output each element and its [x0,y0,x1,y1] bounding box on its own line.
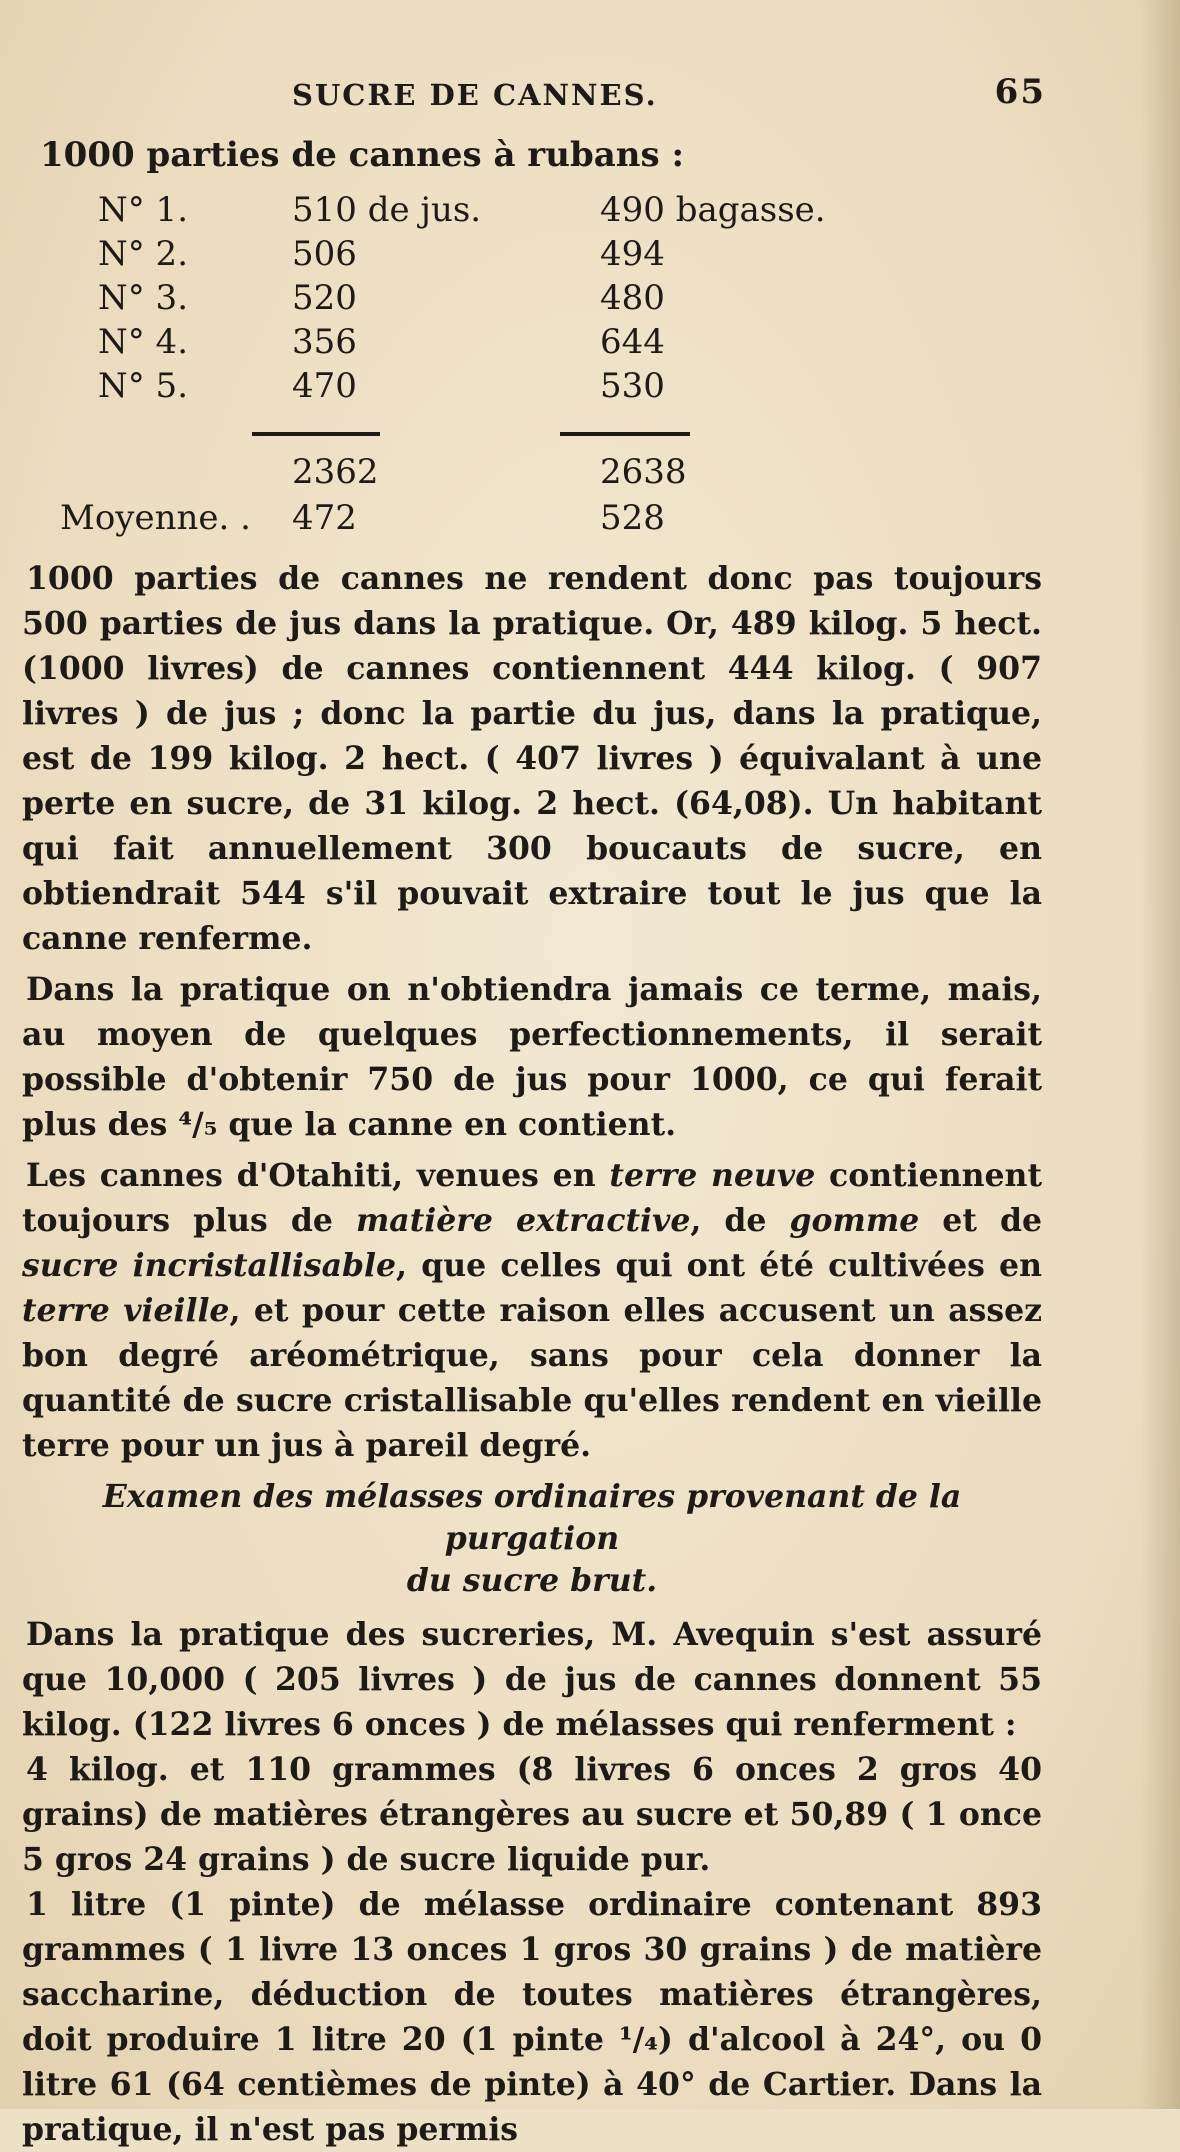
body-text [22,556,1042,2152]
bagasse-value: 494 [600,234,665,274]
average-juice: 472 [292,498,357,538]
juice-value: 520 [292,278,357,318]
paragraph-juice-yield: 1000 parties de cannes ne rendent donc pas toujours 500 parties de jus dans la pratique. Or, 489 kilog. 5 hect. (1000 livres) de cannes contiennent 444 kilog. ( 907 livres ) de jus ; donc la partie du jus, dans la pratique, est de 199 kilog. 2 hect. ( 407 livres ) équivalant à une perte en sucre, de 31 kilog. 2 hect. (64,08). Un habitant qui fait annuellement 300 boucauts de sucre, en obtiendrait 544 s'il pouvait extraire tout le jus que la canne renferme. [22,560,1042,957]
sum-rule-jus [252,432,380,436]
sample-number: N° 5. [98,366,188,406]
bagasse-value: 530 [600,366,665,406]
section-heading-line: Examen des mélasses ordinaires provenant de la purgation [102,1478,962,1557]
section-heading-line: du sucre brut. [406,1562,658,1599]
average-label: Moyenne. . [60,498,251,538]
table-row [0,190,1180,234]
table-row [0,278,1180,322]
table-average-row [0,498,1180,542]
paragraph-alcohol-yield: 1 litre (1 pinte) de mélasse ordinaire contenant 893 grammes ( 1 livre 13 onces 1 gros 30 grains ) de matière saccharine, déduction de toutes matières étrangères, doit produire 1 litre 20 (1 pinte ¹/₄) d'alcool à 24°, ou 0 litre 61 (64 centièmes de pinte) à 40° de Cartier. Dans la pratique, il n'est pas permis [22,1886,1042,2148]
text-run: et de [919,1202,1043,1239]
text-run: , et pour cette raison elles accusent un assez bon degré aréométrique, sans pour cela donner la quantité de sucre cristallisable qu'elles rendent en vieille terre pour un jus à pareil degré. [22,1292,1042,1464]
running-title: SUCRE DE CANNES. [292,78,658,112]
juice-value: 506 [292,234,357,274]
bagasse-value: 490 bagasse. [600,190,826,230]
italic-term: terre neuve [609,1157,816,1194]
sample-number: N° 1. [98,190,188,230]
text-run: contiennent toujours plus de [22,1157,1043,1239]
running-header [292,72,1072,118]
sample-number: N° 3. [98,278,188,318]
paragraph-molasses-content: 4 kilog. et 110 grammes (8 livres 6 onces 2 gros 40 grains) de matières étrangères au sucre et 50,89 ( 1 once 5 gros 24 grains ) de sucre liquide pur. [22,1751,1042,1878]
bagasse-value: 644 [600,322,665,362]
page-number: 65 [994,72,1046,112]
bagasse-value: 480 [600,278,665,318]
sample-number: N° 2. [98,234,188,274]
section-heading [22,1476,1042,1602]
italic-term: sucre incristallisable [22,1247,397,1284]
table-row [0,234,1180,278]
juice-value: 356 [292,322,357,362]
juice-value: 510 de jus. [292,190,482,230]
text-run: Les cannes d'Otahiti, venues en [26,1157,610,1194]
table-row [0,366,1180,410]
sample-number: N° 4. [98,322,188,362]
italic-term: terre vieille [22,1292,230,1329]
paragraph-otahiti-canes [22,1153,1042,1468]
paragraph-improvements: Dans la pratique on n'obtiendra jamais ce terme, mais, au moyen de quelques perfectionnements, il serait possible d'obtenir 750 de jus pour 1000, ce qui ferait plus des ⁴/₅ que la canne en contient. [22,971,1042,1143]
average-bagasse: 528 [600,498,665,538]
table-intro: 1000 parties de cannes à rubans : [40,135,684,175]
juice-value: 470 [292,366,357,406]
italic-term: gomme [789,1202,920,1239]
sum-rule-bagasse [560,432,690,436]
total-bagasse: 2638 [600,452,687,492]
table-row [0,322,1180,366]
paragraph-molasses-yield: Dans la pratique des sucreries, M. Avequin s'est assuré que 10,000 ( 205 livres ) de jus de cannes donnent 55 kilog. (122 livres 6 onces ) de mélasses qui renferment : [22,1616,1042,1743]
total-juice: 2362 [292,452,379,492]
text-run: , que celles qui ont été cultivées en [396,1247,1042,1284]
table-total-row [0,452,1180,496]
italic-term: matière extractive [355,1202,691,1239]
text-run: , de [690,1202,790,1239]
